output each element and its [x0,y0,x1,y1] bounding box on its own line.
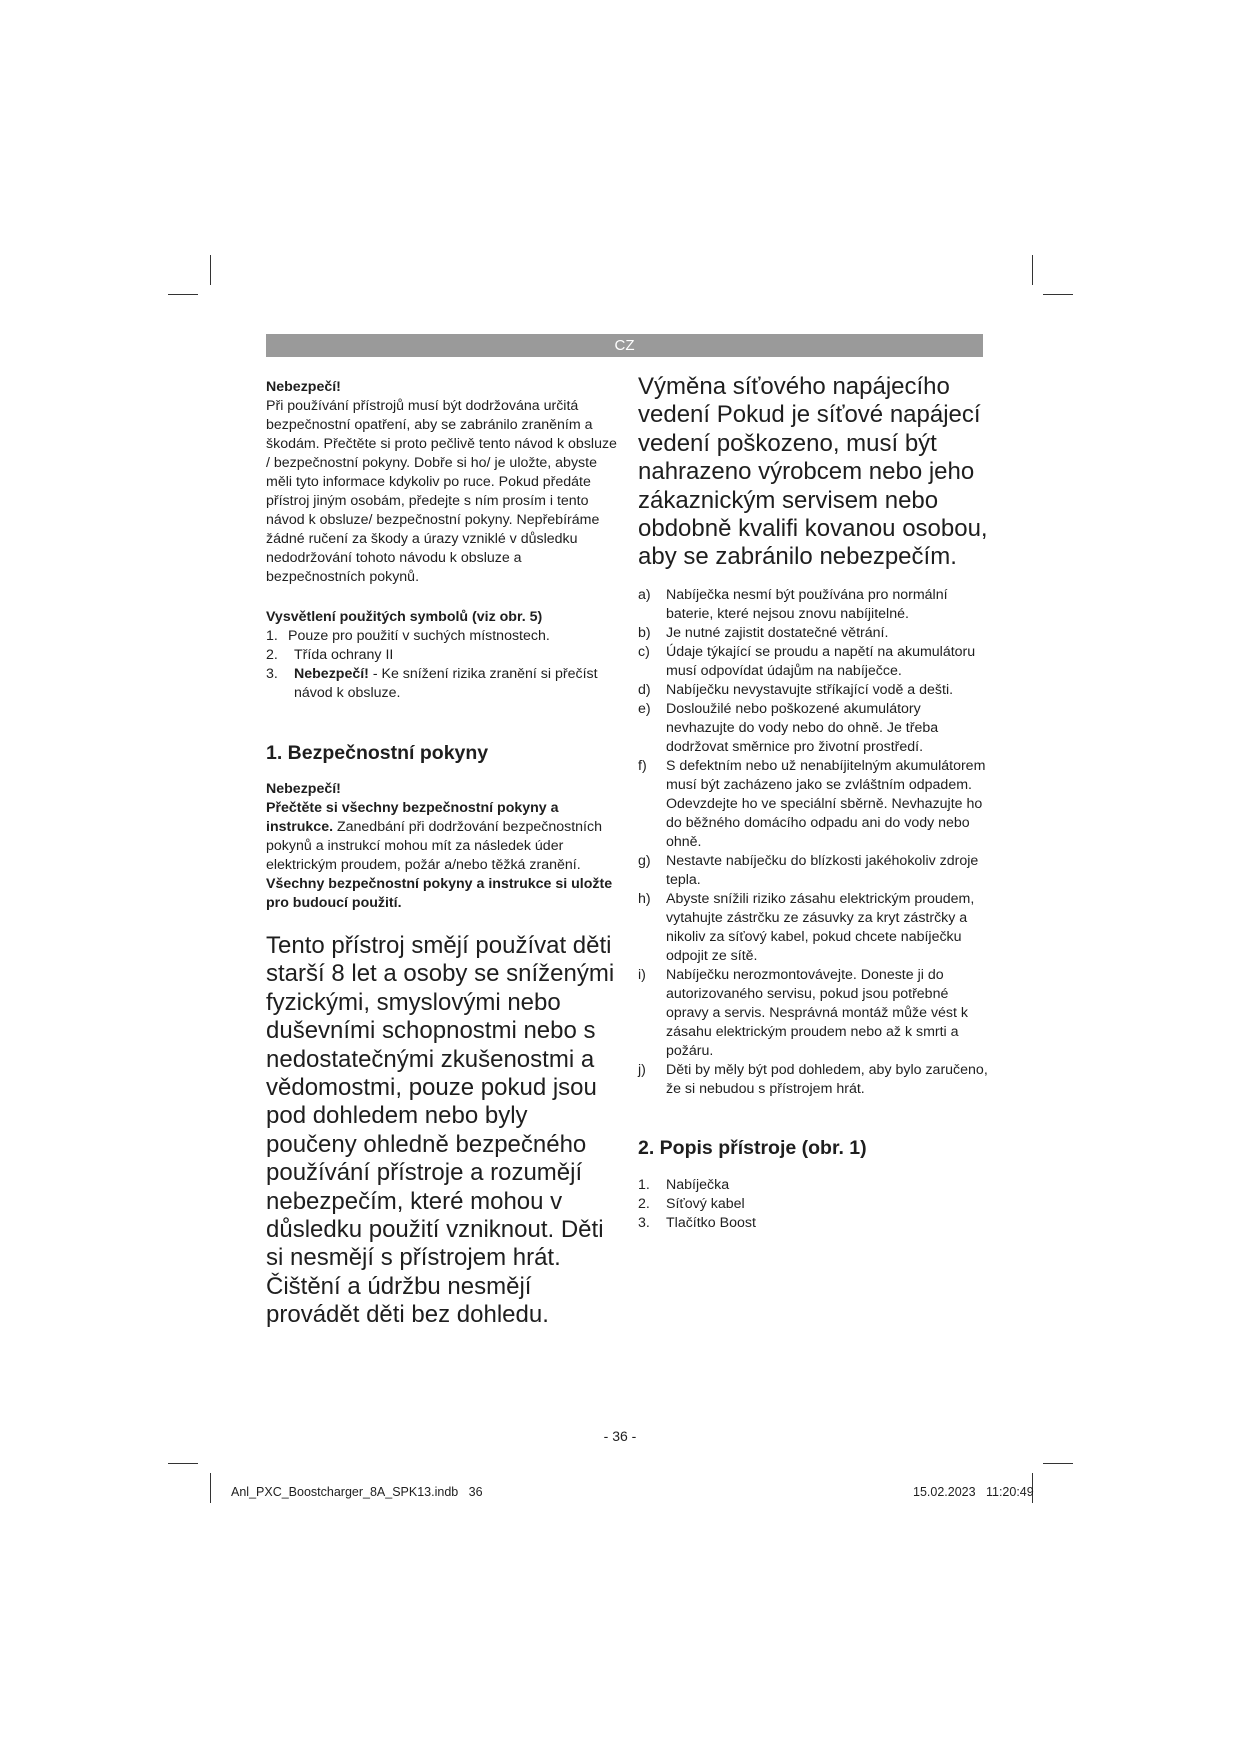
part-item: 1. Nabíječka [638,1176,730,1193]
danger-title: Nebezpečí! [266,379,341,395]
safety-item-f: f) S defektním nebo už nenabíjitelným akumulátorem musí být zacházeno jako se zvláštním odpadem. Odevzdejte ho ve speciální sběrně. Nevhazujte ho do běžného domácího odpadu ani do vody nebo ohně. [638,757,986,850]
symbol-item: 2. Třída ochrany II [266,647,394,663]
safety-item-c: c) Údaje týkající se proudu a napětí na akumulátoru musí odpovídat údajům na nabíječce. [638,643,976,679]
crop-mark-top-left-v [210,255,211,285]
footer-filename: Anl_PXC_Boostcharger_8A_SPK13.indb 36 [231,1485,483,1499]
symbol-item: 3. Nebezpečí! - Ke snížení rizika zranění si přečíst návod k obsluze. [266,666,598,701]
safety-list [638,586,988,1099]
page-number: - 36 - [603,1428,637,1444]
section-2-title: 2. Popis přístroje (obr. 1) [638,1136,867,1159]
safety-item-j: j) Děti by měly být pod dohledem, aby bylo zaručeno, že si nebudou s přístrojem hrát. [638,1061,988,1097]
crop-mark-bottom-left-h [168,1463,198,1464]
part-item: 3. Tlačítko Boost [638,1214,756,1231]
safety-item-b: b) Je nutné zajistit dostatečné větrání. [638,624,889,641]
safety-item-h: h) Abyste snížili riziko zásahu elektrickým proudem, vytahujte zástrčku ze zásuvky za kryt zástrčky a nikoliv za síťový kabel, pokud chcete nabíječku odpojit ze sítě. [638,890,975,964]
parts-list [638,1176,988,1233]
crop-mark-top-right-v [1032,255,1033,285]
left-column [266,378,618,1330]
safety-item-a: a) Nabíječka nesmí být používána pro normální baterie, které nejsou znovu nabíjitelné. [638,586,948,622]
section-1-danger: Nebezpečí! [266,781,341,797]
footer-datetime: 15.02.2023 11:20:49 [913,1485,1034,1499]
symbols-list [266,627,618,703]
crop-mark-bottom-right-h [1043,1463,1073,1464]
symbols-title: Vysvětlení použitých symbolů (viz obr. 5) [266,609,543,625]
part-item: 2. Síťový kabel [638,1195,745,1212]
safety-item-i: i) Nabíječku nerozmontovávejte. Doneste ji do autorizovaného servisu, pokud jsou potřebné opravy a servis. Nesprávná montáž může vést k zásahu elektrickým proudem nebo až k smrti a požáru. [638,966,968,1059]
children-warning-text: Tento přístroj smějí používat děti starší 8 let a osoby se sníženými fyzickými, smyslovými nebo duševními schopnostmi nebo s nedostatečnými zkušenostmi a vědomostmi, pouze pokud jsou pod dohledem nebo byly poučeny ohledně bezpečného používání přístroje a rozumějí nebezpečím, které mohou v důsledku použití vzniknout. Děti si nesmějí s přístrojem hrát. Čištění a údržbu nesmějí provádět děti bez dohledu. [266,932,615,1329]
crop-mark-top-left-h [168,294,198,295]
section-1-title: 1. Bezpečnostní pokyny [266,742,489,764]
danger-text: Při používání přístrojů musí být dodržována určitá bezpečnostní opatření, aby se zabránilo zraněním a škodám. Přečtěte si proto pečlivě tento návod k obsluze / bezpečnostní pokyny. Dobře si ho/ je uložte, abyste měli tyto informace kdykoliv po ruce. Pokud předáte přístroj jiným osobám, předejte s ním prosím i tento návod k obsluze/ bezpečnostní pokyny. Nepřebíráme žádné ručení za škody a úrazy vzniklé v důsledku nedodržování tohoto návodu k obsluze a bezpečnostních pokynů. [266,398,617,585]
safety-item-e: e) Dosloužilé nebo poškozené akumulátory nevhazujte do vody nebo do ohně. Je třeba dodržovat směrnice pro životní prostředí. [638,700,939,755]
crop-mark-bottom-left-v [210,1473,211,1503]
crop-mark-top-right-h [1043,294,1073,295]
language-header-bar [266,334,983,357]
safety-item-g: g) Nestavte nabíječku do blízkosti jakéhokoliv zdroje tepla. [638,852,979,888]
power-cord-replacement-text: Výměna síťového napájecího vedení Pokud je síťové napájecí vedení poškozeno, musí být nahrazeno výrobcem nebo jeho zákaznickým servisem nebo obdobně kvalifi kovanou osobou, aby se zabránilo nebezpečím. [638,373,988,571]
symbol-item: 1. Pouze pro použití v suchých místnostech. [266,628,550,644]
safety-item-d: d) Nabíječku nevystavujte stříkající vodě a dešti. [638,681,954,698]
right-column [638,373,988,1233]
language-code: CZ [614,337,635,354]
section-1-text: Přečtěte si všechny bezpečnostní pokyny a instrukce. Zanedbání při dodržování bezpečnostních pokynů a instrukcí mohou mít za následek úder elektrickým proudem, požár a/nebo těžká zranění. Všechny bezpečnostní pokyny a instrukce si uložte pro budoucí použití. [266,800,613,911]
